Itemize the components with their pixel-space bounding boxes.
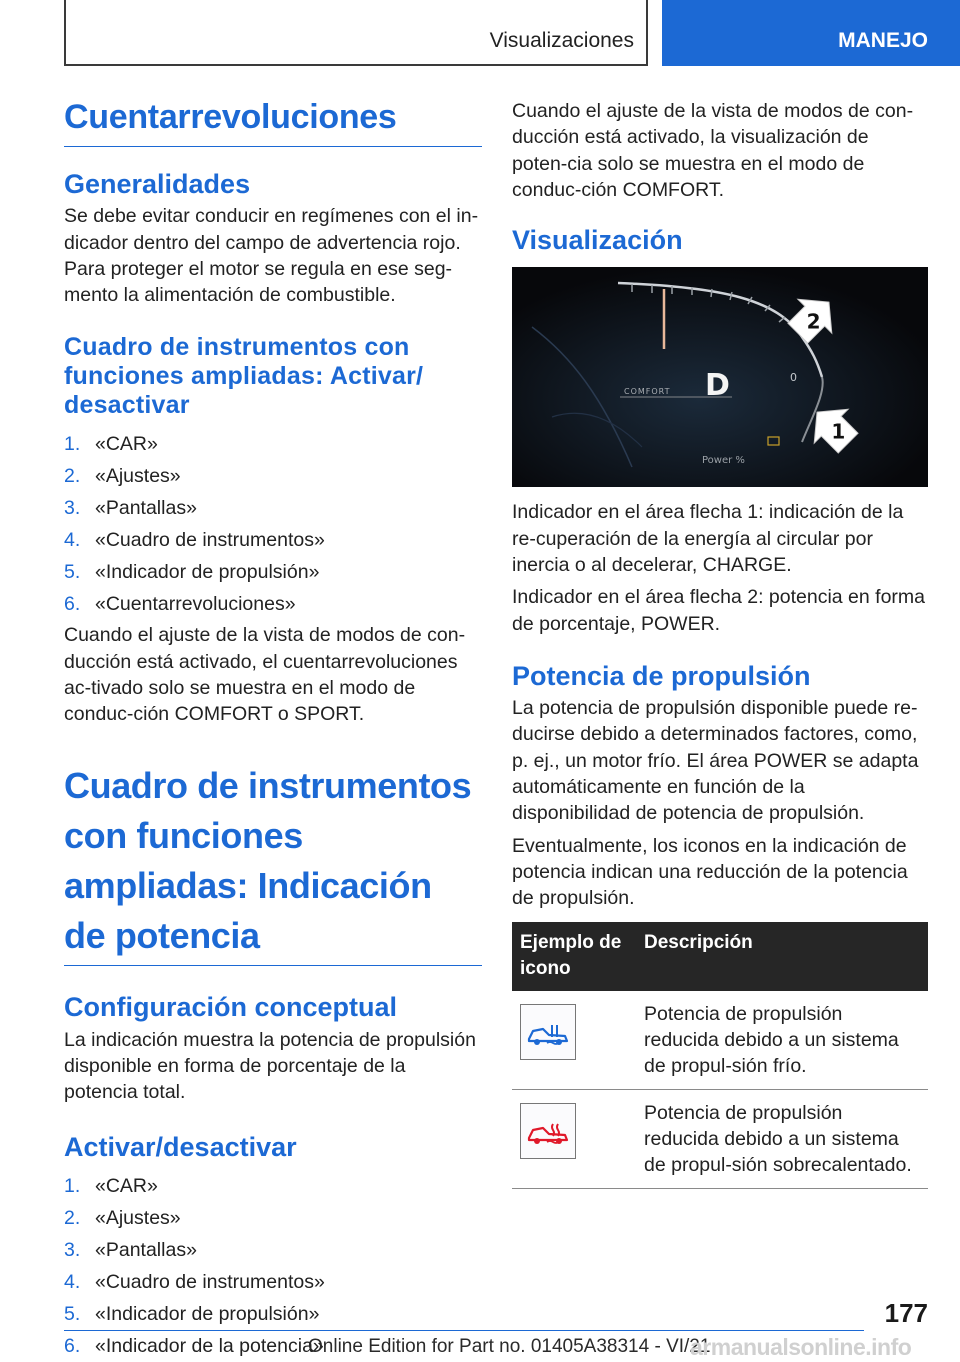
step-text: «Indicador de propulsión» [95, 1302, 320, 1325]
caption-arrow-2: Indicador en el área flecha 2: potencia en forma de porcentaje, POWER. [512, 586, 926, 635]
car-drivetrain-hot-icon [520, 1103, 576, 1159]
section-divider [64, 965, 482, 966]
step-number: 6. [64, 593, 81, 616]
heading-activar-cuentarrevoluciones: Cuadro de instrumentos con funciones ampliadas: Activar/ desactivar [64, 332, 424, 419]
power-percent-label: Power % [702, 455, 745, 467]
right-column [512, 98, 928, 1189]
step-item [64, 460, 482, 492]
heading-activar-desactivar: Activar/desactivar [64, 1131, 297, 1162]
icon-table [512, 922, 928, 1189]
step-number: 4. [64, 529, 81, 552]
page-number: 177 [884, 1298, 928, 1328]
step-number: 2. [64, 465, 81, 488]
left-column [64, 98, 482, 1362]
paragraph-configuracion: La indicación muestra la potencia de propulsión disponible en forma de porcentaje de la potencia total. [64, 1028, 476, 1104]
instrument-cluster-graphic [512, 267, 928, 487]
step-item [64, 1202, 482, 1234]
steps-list-2 [64, 1170, 482, 1362]
step-text: «CAR» [95, 1174, 158, 1197]
section-title-indicacion-potencia: Cuadro de instrumentos con funciones ampliadas: Indicación de potencia [64, 765, 472, 957]
gear-indicator: D [705, 368, 730, 404]
step-item [64, 492, 482, 524]
step-text: «CAR» [95, 433, 158, 456]
step-item [64, 428, 482, 460]
step-text: «Cuentarrevoluciones» [95, 593, 296, 616]
gauge-zero-mark: 0 [790, 371, 797, 385]
step-item [64, 588, 482, 620]
heading-visualizacion: Visualización [512, 225, 683, 256]
table-header-icon: Ejemplo de icono [512, 922, 636, 991]
step-text: «Ajustes» [95, 1206, 181, 1229]
heading-potencia-propulsion: Potencia de propulsión [512, 660, 811, 691]
step-item [64, 1298, 482, 1330]
footer-edition: Online Edition for Part no. 01405A38314 - VI/21 [308, 1336, 711, 1357]
steps-list-1 [64, 428, 482, 620]
paragraph-potencia-2: Eventualmente, los iconos en la indicación de potencia indican una reducción de la potencia de propulsión. [512, 834, 908, 910]
paragraph-intro-right: Cuando el ajuste de la vista de modos de con-ducción está activado, la visualización de poten-cia solo se muestra en el modo de conduc-ción COMFORT. [512, 100, 914, 201]
step-item [64, 524, 482, 556]
step-item [64, 556, 482, 588]
title-divider [64, 146, 482, 147]
car-drivetrain-cold-icon [520, 1004, 576, 1060]
table-header-row [512, 922, 928, 991]
paragraph-modo-conduccion: Cuando el ajuste de la vista de modos de con-ducción está activado, el cuentarrevoluciones ac-tivado solo se muestra en el modo de conduc-ción COMFORT o SPORT. [64, 624, 466, 726]
table-row [512, 1089, 928, 1188]
table-header-description: Descripción [636, 922, 928, 991]
table-row [512, 991, 928, 1090]
step-number: 2. [64, 1206, 81, 1229]
step-text: «Ajustes» [95, 465, 181, 488]
paragraph-generalidades: Se debe evitar conducir en regímenes con el in-dicador dentro del campo de advertencia rojo. Para proteger el motor se regula en ese seg-mento la alimentación de combustible. [64, 205, 479, 307]
table-cell-description: Potencia de propulsión reducida debido a un sistema de propul-sión frío. [636, 991, 928, 1090]
step-item [64, 1234, 482, 1266]
step-number: 3. [64, 1238, 81, 1261]
step-item [64, 1170, 482, 1202]
step-number: 1. [64, 433, 81, 456]
step-number: 6. [64, 1334, 81, 1357]
step-text: «Pantallas» [95, 497, 197, 520]
step-number: 5. [64, 561, 81, 584]
step-text: «Cuadro de instrumentos» [95, 1270, 325, 1293]
step-item [64, 1266, 482, 1298]
table-cell-icon [512, 991, 636, 1090]
footer-divider [64, 1330, 864, 1331]
step-number: 3. [64, 497, 81, 520]
step-number: 1. [64, 1174, 81, 1197]
step-text: «Cuadro de instrumentos» [95, 529, 325, 552]
heading-generalidades: Generalidades [64, 169, 251, 200]
instrument-cluster-image [512, 267, 928, 487]
page-title: Cuentarrevoluciones [64, 98, 397, 136]
header-section-box [64, 0, 648, 66]
heading-configuracion: Configuración conceptual [64, 992, 398, 1023]
step-text: «Indicador de propulsión» [95, 561, 320, 584]
paragraph-potencia-1: La potencia de propulsión disponible puede re-ducirse debido a determinados factores, como, p. ej., un motor frío. El área POWER se adapta automáticamente en función de la disponibilidad de potencia de propulsión. [512, 697, 919, 825]
section-title: Visualizaciones [489, 29, 634, 52]
chapter-tab[interactable]: MANEJO [662, 0, 960, 66]
mode-label: COMFORT [624, 387, 671, 397]
table-cell-icon [512, 1089, 636, 1188]
svg-text:2: 2 [806, 309, 821, 334]
step-number: 4. [64, 1270, 81, 1293]
step-number: 5. [64, 1302, 81, 1325]
step-text: «Pantallas» [95, 1238, 197, 1261]
table-cell-description: Potencia de propulsión reducida debido a un sistema de propul-sión sobrecalentado. [636, 1089, 928, 1188]
step-text: «Indicador de la potencia» [95, 1334, 324, 1357]
svg-text:1: 1 [831, 419, 846, 444]
caption-arrow-1: Indicador en el área flecha 1: indicación de la re-cuperación de la energía al circular por inercia o al decelerar, CHARGE. [512, 501, 904, 577]
footer-watermark: armanualsonline.info [690, 1334, 912, 1360]
